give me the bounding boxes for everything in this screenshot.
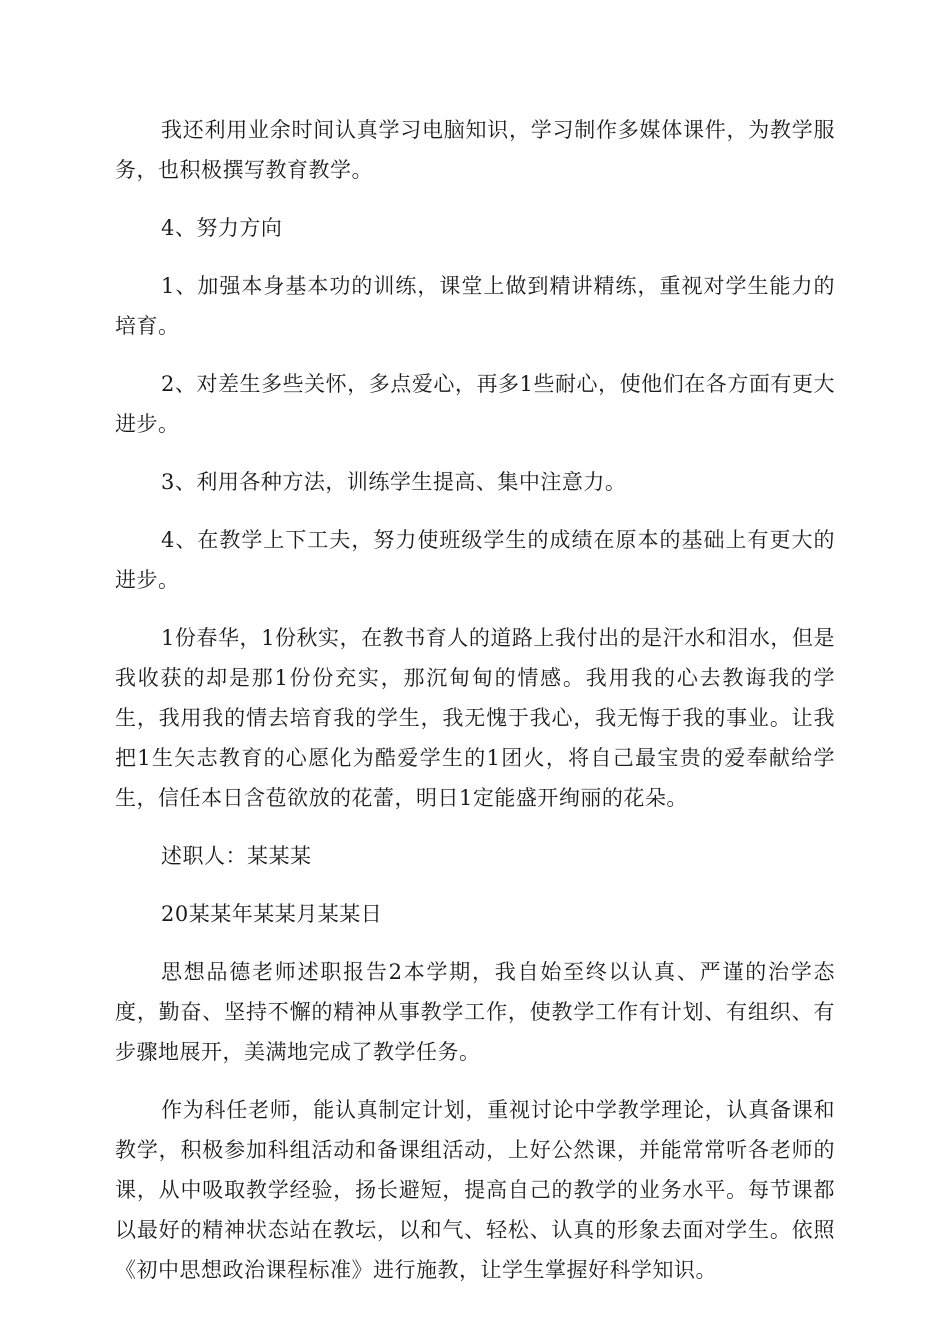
reporter-signature: 述职人：某某某 [161,844,312,868]
paragraph-item-3: 3、利用各种方法，训练学生提高、集中注意力。 [161,470,627,494]
paragraph-item-4: 4、在教学上下工夫，努力使班级学生的成绩在原本的基础上有更大的进步。 [115,528,835,592]
report-date: 20某某年某某月某某日 [161,902,383,926]
paragraph-item-1: 1、加强本身基本功的训练，课堂上做到精讲精练，重视对学生能力的培育。 [115,274,835,338]
paragraph-item-2: 2、对差生多些关怀，多点爱心，再多1些耐心，使他们在各方面有更大进步。 [115,372,835,436]
heading-effort-direction: 4、努力方向 [161,216,283,240]
paragraph-teacher-duties: 作为科任老师，能认真制定计划，重视讨论中学教学理论，认真备课和教学，积极参加科组活动和备课组活动，上好公然课，并能常常听各老师的课，从中吸取教学经验，扬长避短，提高自己的教学的业务水平。每节课都以最好的精神状态站在教坛，以和气、轻松、认真的形象去面对学生。依照《初中思想政治课程标准》进行施教，让学生掌握好科学知识。 [115,1098,835,1282]
paragraph-conclusion: 1份春华，1份秋实，在教书育人的道路上我付出的是汗水和泪水，但是我收获的却是那1份份充实，那沉甸甸的情感。我用我的心去教诲我的学生，我用我的情去培育我的学生，我无愧于我心，我无悔于我的事业。让我把1生矢志教育的心愿化为酷爱学生的1团火，将自己最宝贵的爱奉献给学生，信任本日含苞欲放的花蕾，明日1定能盛开绚丽的花朵。 [115,626,835,810]
paragraph-report-2-intro: 思想品德老师述职报告2本学期，我自始至终以认真、严谨的治学态度，勤奋、坚持不懈的精神从事教学工作，使教学工作有计划、有组织、有步骤地展开，美满地完成了教学任务。 [115,960,835,1064]
document-body [115,110,835,1308]
paragraph-study-computer: 我还利用业余时间认真学习电脑知识，学习制作多媒体课件，为教学服务，也积极撰写教育教学。 [115,118,835,182]
